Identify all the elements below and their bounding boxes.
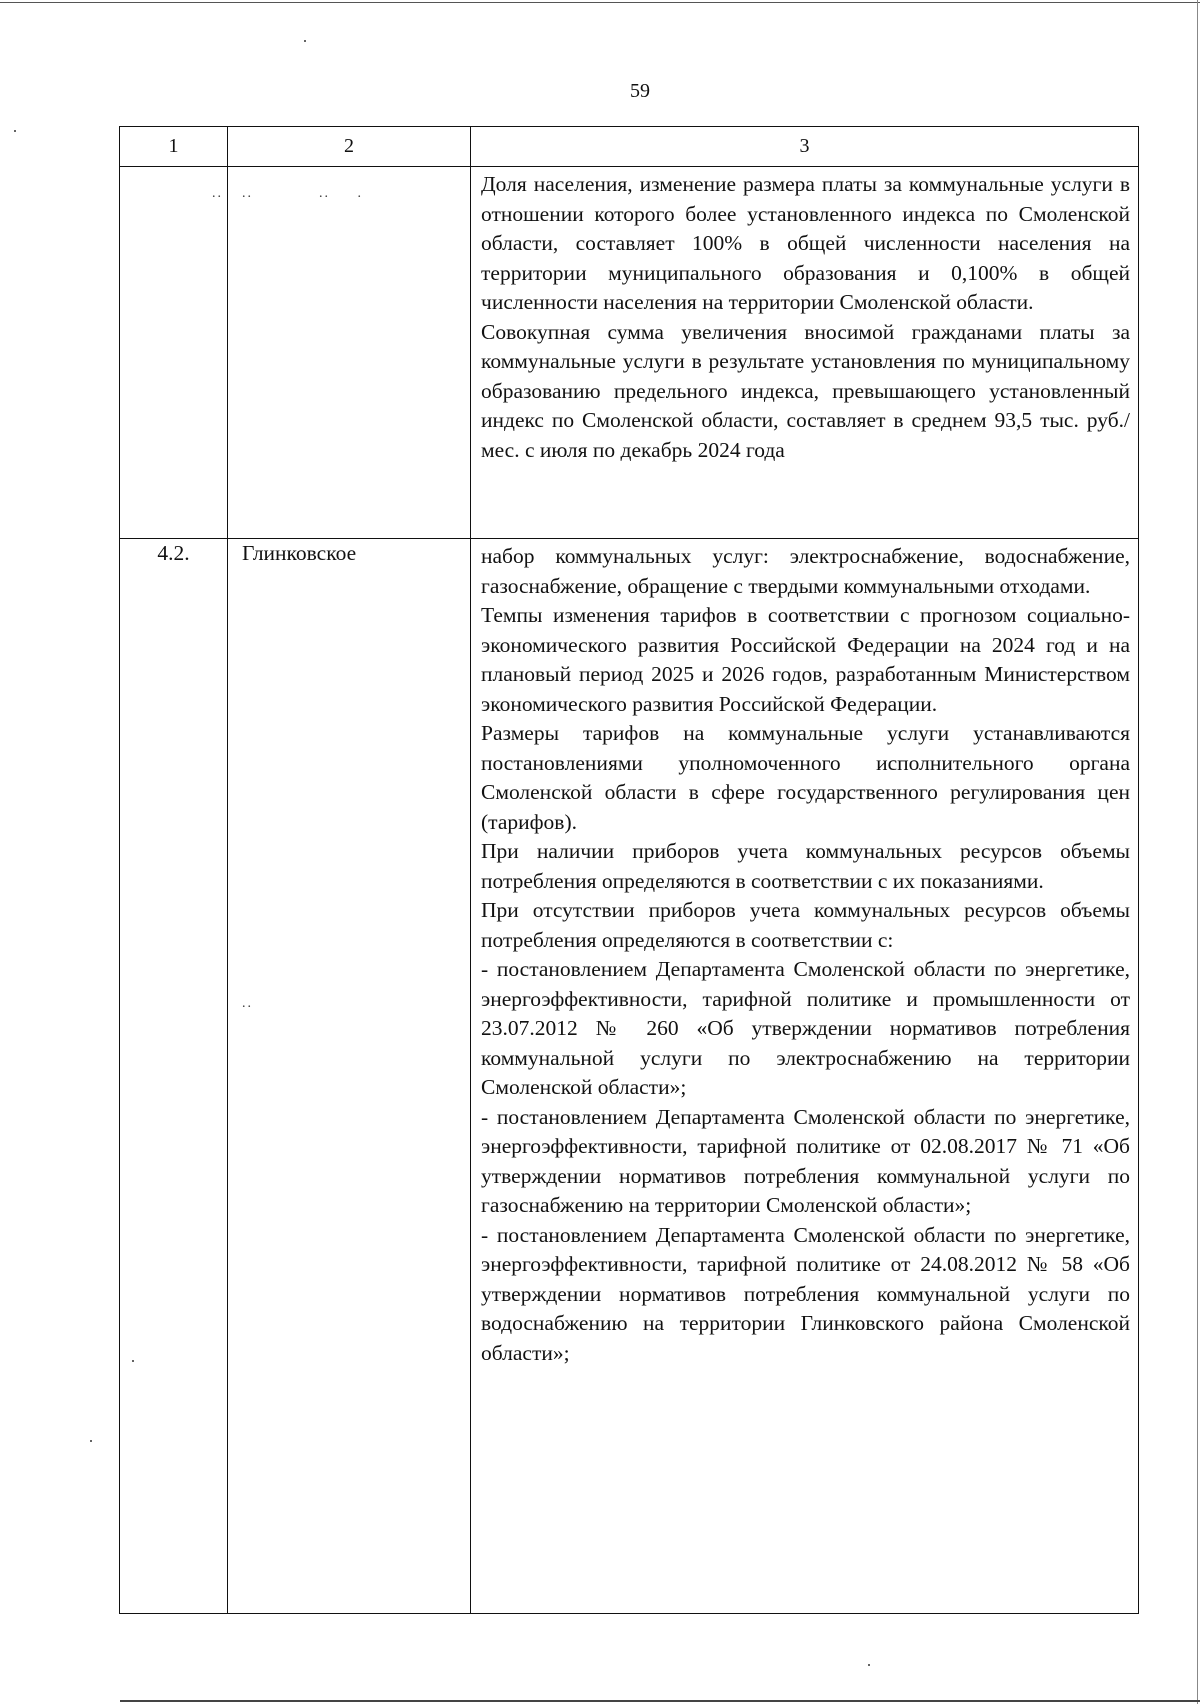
scan-edge-top — [0, 2, 1200, 3]
paragraph: Доля населения, изменение размера платы за коммунальные услуги в отношении которого более установленного индекса по Смоленской области, составляет 100% в общей численности населения на территории муниципального образования и 0,100% в общей численности населения на территории Смоленской области. — [481, 172, 1130, 314]
paragraph: Размеры тарифов на коммунальные услуги устанавливаются постановлениями уполномоченного исполнительного органа Смоленской области в сфере государственного регулирования цен (тарифов). — [481, 721, 1130, 834]
paragraph: - постановлением Департамента Смоленской области по энергетике, энергоэффективности, тарифной политике от 02.08.2017 № 71 «Об утверждении нормативов потребления коммунальной услуги по газоснабжению на территории Смоленской области»; — [481, 1104, 1130, 1217]
scan-speck — [90, 1440, 92, 1442]
paragraph: При наличии приборов учета коммунальных ресурсов объемы потребления определяются в соответствии с их показаниями. — [481, 839, 1130, 893]
document-table — [119, 126, 1139, 1614]
table-header-row — [120, 127, 1139, 167]
table-row — [120, 539, 1139, 1614]
scan-speck — [14, 130, 16, 132]
page-number: 59 — [630, 80, 650, 102]
paragraph: Совокупная сумма увеличения вносимой гражданами платы за коммунальные услуги в результате установления по муниципальному образованию предельного индекса, превышающего установленный индекс по Смоленской области, составляет в среднем 93,5 тыс. руб./мес. с июля по декабрь 2024 года — [481, 319, 1130, 462]
table-row — [120, 167, 1139, 539]
scan-edge-bottom — [120, 1700, 1200, 1702]
scan-speck — [304, 40, 306, 42]
paragraph: При отсутствии приборов учета коммунальных ресурсов объемы потребления определяются в соответствии с: — [481, 898, 1130, 952]
paragraph: Темпы изменения тарифов в соответствии с прогнозом социально-экономического развития Российской Федерации на 2024 год и на плановый период 2025 и 2026 годов, разработанным Министерством экономического развития Российской Федерации. — [481, 603, 1130, 716]
stray-marks: .. — [242, 995, 253, 1011]
stray-marks: .. .. . — [242, 186, 363, 201]
column-header: 1 — [120, 127, 228, 167]
municipality-name: Глинковское — [242, 541, 357, 565]
row-name-cell — [228, 539, 471, 1614]
column-header: 2 — [228, 127, 471, 167]
stray-marks: .. — [212, 186, 223, 201]
row-description-cell — [471, 167, 1139, 539]
paragraph: набор коммунальных услуг: электроснабжение, водоснабжение, газоснабжение, обращение с твердыми коммунальными отходами. — [481, 544, 1130, 598]
paragraph: - постановлением Департамента Смоленской области по энергетике, энергоэффективности, тарифной политике и промышленности от 23.07.2012 № 260 «Об утверждении нормативов потребления коммунальной услуги по электроснабжению на территории Смоленской области»; — [481, 957, 1130, 1099]
row-number-cell: 4.2. — [120, 539, 228, 1614]
scan-speck — [868, 1664, 870, 1666]
row-description-cell — [471, 539, 1139, 1614]
row-number-cell — [120, 167, 228, 539]
paragraph: - постановлением Департамента Смоленской области по энергетике, энергоэффективности, тарифной политике от 24.08.2012 № 58 «Об утверждении нормативов потребления коммунальной услуги по водоснабжению на территории Глинковского района Смоленской области»; — [481, 1222, 1130, 1365]
row-name-cell — [228, 167, 471, 539]
column-header: 3 — [471, 127, 1139, 167]
scan-edge-right — [1197, 0, 1198, 1704]
